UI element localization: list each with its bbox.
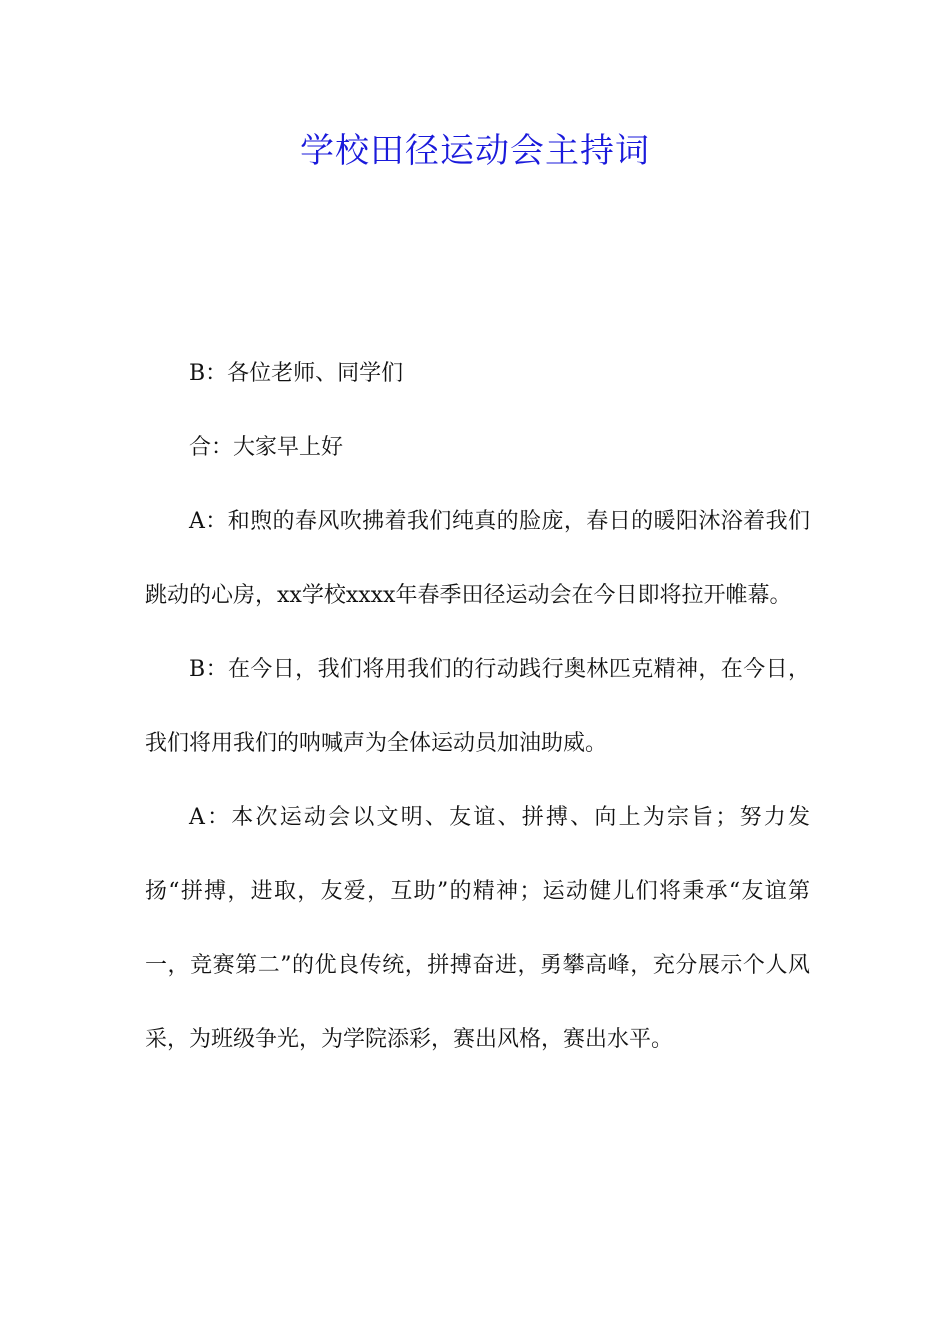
- paragraph-purpose-a: A：本次运动会以文明、友谊、拼搏、向上为宗旨；努力发扬“拼搏，进取，友爱，互助”的精神；运动健儿们将秉承“友谊第一，竞赛第二”的优良传统，拼搏奋进，勇攀高峰，充分展示个人风采，为班级争光，为学院添彩，赛出风格，赛出水平。: [145, 805, 810, 1052]
- paragraph-greeting-together: 合：大家早上好: [189, 435, 344, 460]
- paragraph-opening-a: A：和煦的春风吹拂着我们纯真的脸庞，春日的暖阳沐浴着我们跳动的心房，xx学校xxxx年春季田径运动会在今日即将拉开帷幕。: [145, 509, 810, 608]
- document-body: [145, 337, 810, 1077]
- paragraph-greeting-b: B：各位老师、同学们: [189, 361, 404, 386]
- document-title: 学校田径运动会主持词: [300, 131, 650, 171]
- paragraph-spirit-b: B：在今日，我们将用我们的行动践行奥林匹克精神，在今日，我们将用我们的呐喊声为全体运动员加油助威。: [145, 657, 810, 756]
